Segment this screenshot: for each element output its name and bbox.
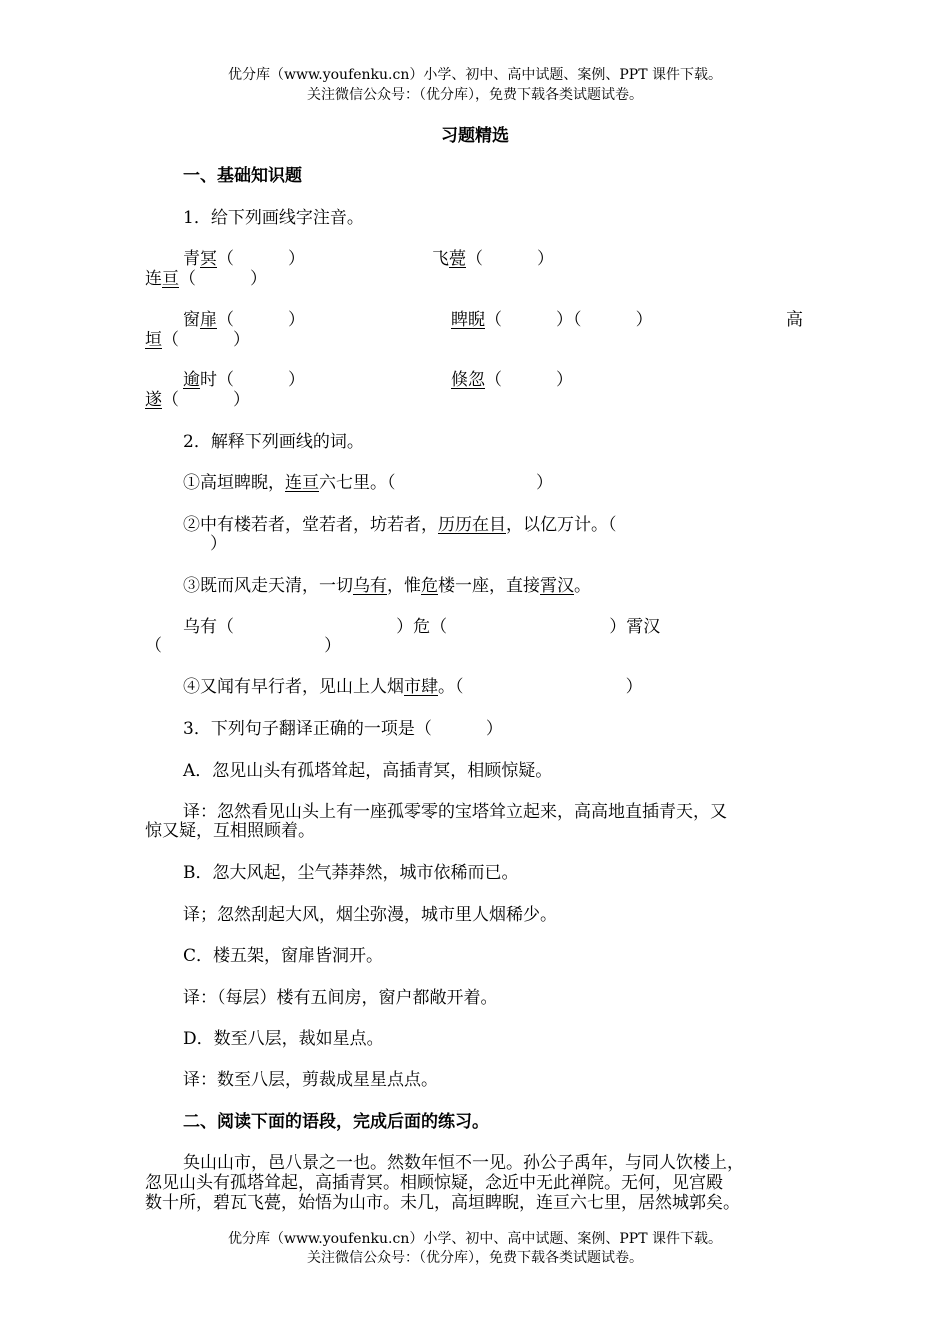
q2-item-4: ④又闻有早行者，见山上人烟市肆。（ ） (183, 677, 643, 697)
q1-r1-item-b: 飞甍（ ） (432, 249, 555, 269)
q1-r3-item-b: 倏忽（ ） (451, 370, 574, 390)
q3-option-c-translation: 译：（每层）楼有五间房，窗户都敞开着。 (183, 988, 498, 1008)
q1-r2-item-b: 睥睨（ ）（ ） (451, 310, 653, 330)
q3-option-c: C．楼五架，窗扉皆洞开。 (183, 946, 384, 966)
q2-item-2: ②中有楼若者，堂若者，坊若者，历历在目，以亿万计。（ (183, 515, 617, 535)
footer-line-1: 优分库（www.youfenku.cn）小学、初中、高中试题、案例、PPT 课件下载。 (227, 1231, 722, 1247)
reading-passage-line-2: 忽见山头有孤塔耸起，高插青冥。相顾惊疑，念近中无此禅院。无何，见宫殿 (145, 1173, 723, 1193)
q2-item-3: ③既而风走天清，一切乌有，惟危楼一座，直接霄汉。 (183, 576, 591, 596)
reading-passage-line-1: 奂山山市，邑八景之一也。然数年恒不一见。孙公子禹年，与同人饮楼上， (183, 1153, 744, 1173)
q1-r1-item-a: 青冥（ ） (183, 249, 306, 269)
q3-option-d-translation: 译：数至八层，剪裁成星星点点。 (183, 1070, 438, 1090)
header-line-2: 关注微信公众号：（优分库），免费下载各类试题试卷。 (307, 87, 643, 103)
q1-r3-item-c: 遂（ ） (145, 390, 251, 410)
q3-option-a: A．忽见山头有孤塔耸起，高插青冥，相顾惊疑。 (183, 761, 553, 781)
q3-option-d: D．数至八层，裁如星点。 (183, 1029, 384, 1049)
reading-passage-line-3: 数十所，碧瓦飞甍，始悟为山市。未几，高垣睥睨，连亘六七里，居然城郭矣。 (145, 1193, 740, 1213)
q2-item-1: ①高垣睥睨，连亘六七里。（ ） (183, 473, 553, 493)
q2-item-3-answers: 乌有（ ）危（ ）霄汉 (183, 617, 661, 637)
header-line-1: 优分库（www.youfenku.cn）小学、初中、高中试题、案例、PPT 课件下载。 (227, 67, 722, 83)
q3-option-a-translation-1: 译：忽然看见山头上有一座孤零零的宝塔耸立起来，高高地直插青天，又 (183, 802, 727, 822)
q1-r2-item-c-text: 高 (786, 310, 803, 330)
q3-option-b: B．忽大风起，尘气莽莽然，城市依稀而已。 (183, 863, 519, 883)
q2-stem: 2．解释下列画线的词。 (183, 432, 364, 452)
section2-heading: 二、阅读下面的语段，完成后面的练习。 (183, 1112, 489, 1132)
q3-option-b-translation: 译；忽然刮起大风，烟尘弥漫，城市里人烟稀少。 (183, 905, 557, 925)
q3-option-a-translation-2: 惊又疑，互相照顾着。 (145, 821, 315, 841)
q1-r2-item-c: 垣（ ） (145, 330, 251, 350)
q3-stem: 3．下列句子翻译正确的一项是（ ） (183, 719, 503, 739)
section1-heading: 一、基础知识题 (183, 166, 302, 186)
footer-line-2: 关注微信公众号：（优分库），免费下载各类试题试卷。 (307, 1250, 643, 1266)
q2-item-2-cont: ） (210, 534, 227, 554)
q1-r1-item-c: 连亘（ ） (145, 269, 268, 289)
q1-stem: 1．给下列画线字注音。 (183, 208, 364, 228)
page-title: 习题精选 (441, 126, 509, 146)
q1-r3-item-a: 逾时（ ） (183, 370, 306, 390)
q2-item-3-answers-cont: （ ） (145, 636, 342, 656)
q1-r2-item-a: 窗扉（ ） (183, 310, 306, 330)
